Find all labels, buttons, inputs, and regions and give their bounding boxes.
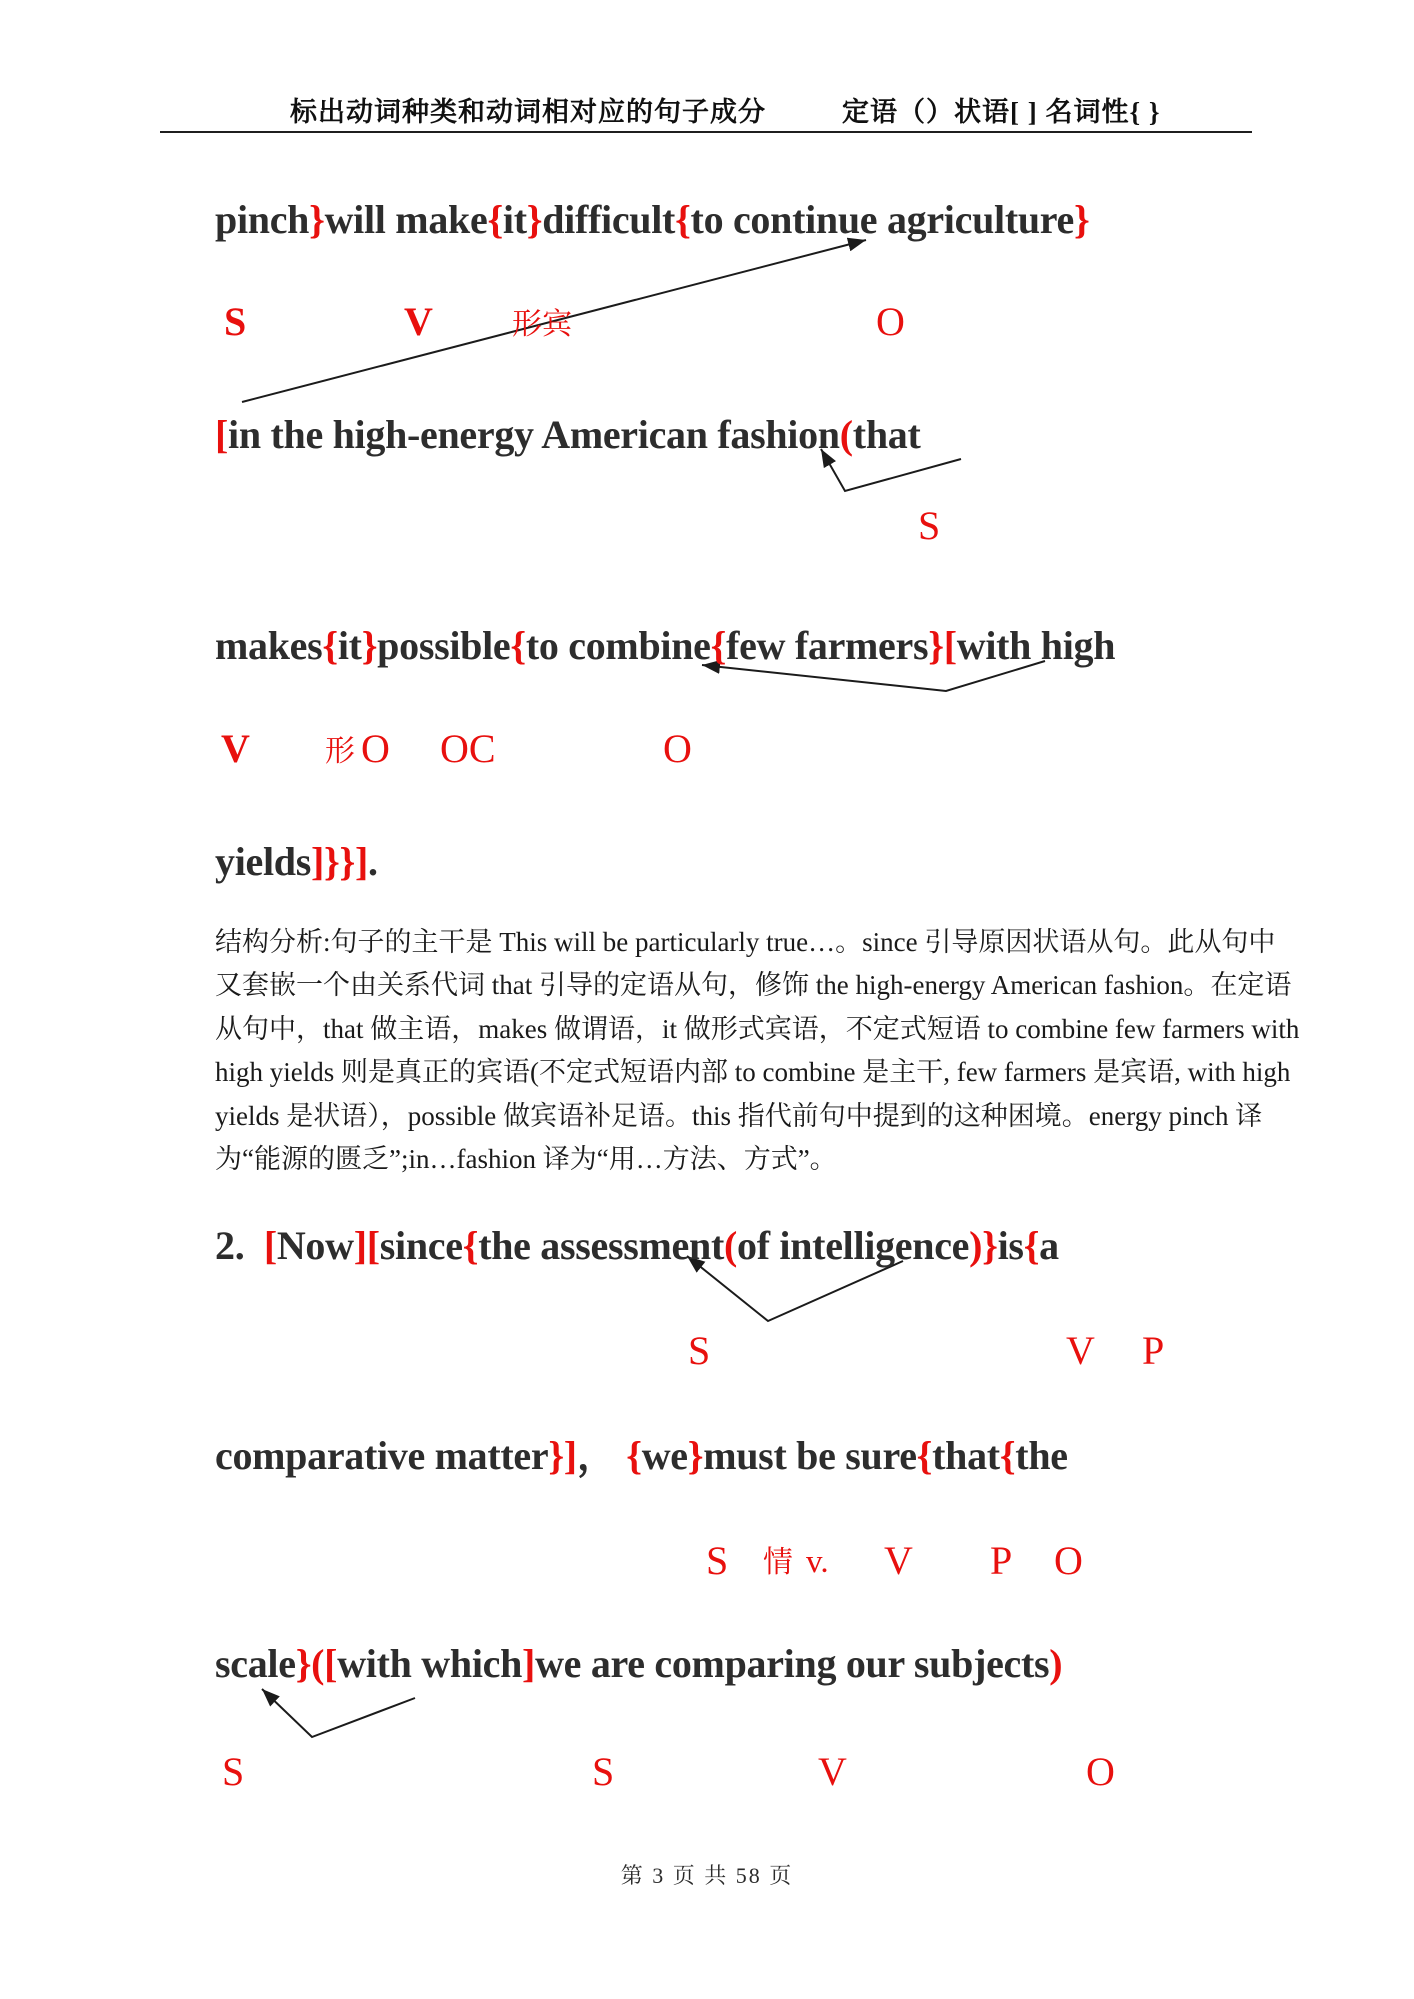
- bracket-segment: [: [263, 1223, 277, 1268]
- label-verb: V: [404, 299, 433, 344]
- bracket-segment: }: [928, 623, 944, 668]
- bracket-segment: {: [626, 1433, 642, 1478]
- bracket-segment: }: [309, 197, 325, 242]
- text-segment: must be sure: [703, 1433, 917, 1478]
- sentence1-line4: [215, 839, 378, 885]
- text-segment: to continue agriculture: [690, 197, 1074, 242]
- label-subject: S: [224, 299, 247, 344]
- bracket-segment: ]: [353, 1223, 367, 1268]
- label-object3: O: [1086, 1749, 1115, 1794]
- bracket-segment: ): [1049, 1641, 1063, 1686]
- label-modal-v: v.: [806, 1544, 829, 1580]
- text-segment: difficult: [542, 197, 676, 242]
- text-segment: the assessment: [478, 1223, 724, 1268]
- bracket-segment: {: [510, 623, 526, 668]
- label-verb4: V: [884, 1538, 913, 1583]
- label-xing: 形: [325, 735, 355, 768]
- label-predicative2: P: [990, 1538, 1013, 1583]
- text-segment: Now: [276, 1223, 354, 1268]
- sentence2-line3: [215, 1641, 1062, 1687]
- bracket-segment: {: [462, 1223, 479, 1268]
- text-segment: it: [502, 197, 527, 242]
- sentence1-line2: [215, 412, 920, 458]
- analysis-line: 又套嵌一个由关系代词 that 引导的定语从句，修饰 the high-energy American fashion。在定语: [215, 970, 1292, 1001]
- text-segment: scale: [215, 1641, 296, 1686]
- bracket-segment: {: [916, 1433, 933, 1478]
- sentence2-line1: [215, 1223, 1059, 1269]
- bracket-segment: {: [322, 623, 338, 668]
- text-segment: with which: [337, 1641, 523, 1686]
- bracket-segment: ): [969, 1223, 983, 1268]
- label-object-formal: O: [361, 726, 390, 771]
- text-segment: few farmers: [726, 623, 929, 668]
- analysis-line: high yields 则是真正的宾语(不定式短语内部 to combine 是主干, few farmers 是宾语, with high: [215, 1057, 1291, 1088]
- text-segment: pinch: [215, 197, 310, 242]
- bracket-segment: {: [1023, 1223, 1040, 1268]
- bracket-segment: }: [687, 1433, 704, 1478]
- text-segment: to combine: [525, 623, 711, 668]
- sentence1-line1: [215, 197, 1089, 243]
- text-segment: the: [1015, 1433, 1068, 1478]
- label-qing: 情: [763, 1546, 793, 1579]
- bracket-segment: {: [487, 197, 503, 242]
- label-subject5: S: [592, 1749, 615, 1794]
- analysis-line: 结构分析:句子的主干是 This will be particularly true…。since 引导原因状语从句。此从句中: [215, 927, 1276, 957]
- text-segment: 2.: [215, 1223, 264, 1268]
- text-segment: .: [367, 839, 378, 884]
- text-segment: a: [1039, 1223, 1059, 1268]
- bracket-segment: }: [361, 623, 378, 668]
- header-right-legend: 定语（）状语[ ] 名词性{ }: [842, 97, 1161, 127]
- label-subject4: S: [222, 1749, 245, 1794]
- sentence2-line2: [215, 1433, 1068, 1479]
- bracket-segment: (: [839, 412, 853, 457]
- text-segment: we are comparing our subjects: [535, 1641, 1050, 1686]
- bracket-segment: [: [943, 623, 957, 668]
- label-verb3: V: [1066, 1328, 1095, 1373]
- bracket-segment: }]: [548, 1433, 577, 1478]
- text-segment: possible: [377, 623, 511, 668]
- label-object: O: [876, 299, 905, 344]
- text-segment: with high: [956, 623, 1116, 668]
- label-subject3: S: [706, 1538, 729, 1583]
- header-left-title: 标出动词种类和动词相对应的句子成分: [290, 97, 766, 127]
- text-segment: ，: [576, 1433, 627, 1478]
- text-segment: since: [379, 1223, 463, 1268]
- bracket-segment: }: [526, 197, 543, 242]
- label-xingbin: 形宾: [512, 308, 572, 341]
- bracket-segment: ]: [522, 1641, 536, 1686]
- text-segment: we: [641, 1433, 688, 1478]
- text-segment: comparative matter: [215, 1433, 549, 1478]
- bracket-segment: }: [982, 1223, 998, 1268]
- label-subject2: S: [688, 1328, 711, 1373]
- footer-page-number: 第 3 页 共 58 页: [620, 1863, 794, 1888]
- text-segment: is: [997, 1223, 1024, 1268]
- label-verb2: V: [221, 726, 250, 771]
- bracket-segment: ]}}]: [311, 839, 368, 884]
- arrow-to-scale: [262, 1689, 415, 1737]
- bracket-segment: }: [1073, 197, 1090, 242]
- analysis-line: yields 是状语），possible 做宾语补足语。this 指代前句中提到的这种困境。energy pinch 译: [215, 1100, 1263, 1131]
- text-segment: that: [932, 1433, 1000, 1478]
- text-segment: of intelligence: [737, 1223, 970, 1268]
- sentence1-line3: [215, 623, 1115, 669]
- text-segment: that: [852, 412, 921, 457]
- bracket-segment: {: [999, 1433, 1016, 1478]
- label-object2: O: [1054, 1538, 1083, 1583]
- bracket-segment: (: [723, 1223, 737, 1268]
- label-verb5: V: [818, 1749, 847, 1794]
- text-segment: makes: [215, 623, 323, 668]
- label-clause-subject: S: [918, 503, 941, 548]
- label-object-complement: OC: [440, 726, 496, 771]
- text-segment: yields: [215, 839, 311, 884]
- label-predicative: P: [1142, 1328, 1165, 1373]
- bracket-segment: }([: [295, 1641, 338, 1686]
- bracket-segment: [: [215, 412, 229, 457]
- bracket-segment: {: [710, 623, 727, 668]
- analysis-line: 从句中，that 做主语，makes 做谓语，it 做形式宾语，不定式短语 to combine few farmers with: [215, 1013, 1300, 1044]
- bracket-segment: {: [675, 197, 691, 242]
- analysis-paragraph: [215, 921, 1300, 1181]
- text-segment: in the high-energy American fashion: [228, 412, 840, 457]
- label-object-real: O: [663, 726, 692, 771]
- text-segment: will make: [324, 197, 488, 242]
- bracket-segment: [: [366, 1223, 380, 1268]
- text-segment: it: [337, 623, 362, 668]
- analysis-line: 为“能源的匮乏”;in…fashion 译为“用…方法、方式”。: [215, 1144, 837, 1175]
- header-rule: [160, 131, 1252, 133]
